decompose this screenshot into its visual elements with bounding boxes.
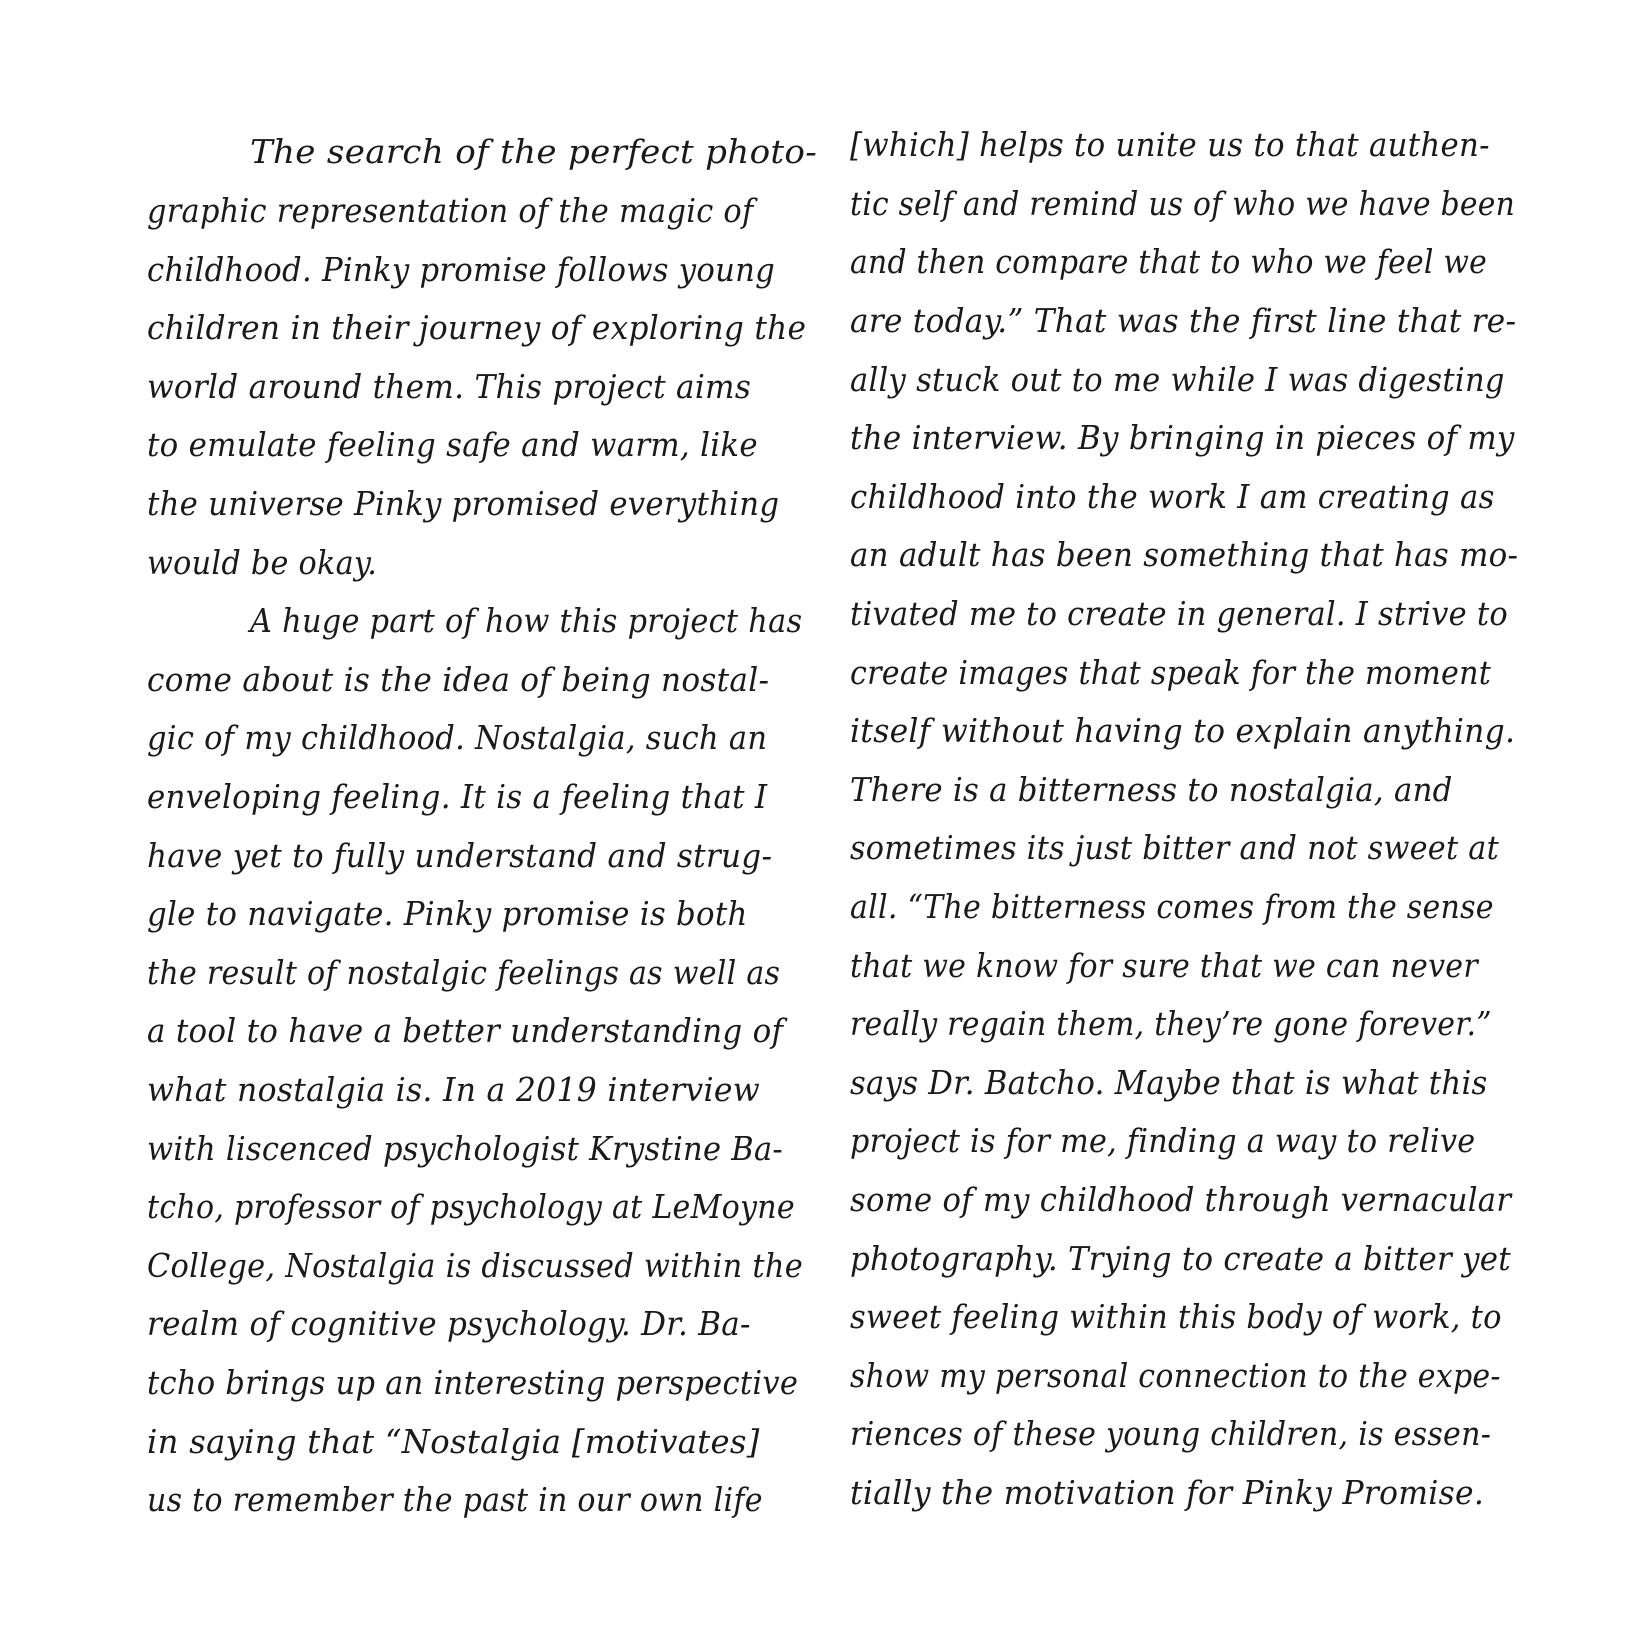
text-line: and then compare that to who we feel we [850, 242, 1488, 281]
text-line: gle to navigate. Pinky promise is both [147, 894, 748, 933]
text-line: that we know for sure that we can never [850, 946, 1478, 985]
text-line: graphic representation of the magic of [147, 191, 754, 230]
text-line: tcho, professor of psychology at LeMoyne [147, 1187, 795, 1226]
text-line: The search of the perfect photo- [250, 132, 818, 171]
text-line: tivated me to create in general. I strive to [850, 594, 1508, 633]
text-line: ally stuck out to me while I was digesting [850, 360, 1505, 399]
text-line: are today.” That was the first line that re- [850, 301, 1517, 340]
text-line: realm of cognitive psychology. Dr. Ba- [147, 1304, 751, 1343]
text-line: There is a bitterness to nostalgia, and [850, 770, 1453, 809]
text-line: some of my childhood through vernacular [850, 1180, 1512, 1219]
text-line: all. “The bitterness comes from the sense [850, 887, 1494, 926]
text-line: have yet to fully understand and strug- [147, 836, 773, 875]
text-line: sometimes its just bitter and not sweet at [850, 828, 1500, 867]
text-line: an adult has been something that has mo- [850, 535, 1519, 574]
text-line: the result of nostalgic feelings as well as [147, 953, 781, 992]
text-line: come about is the idea of being nostal- [147, 660, 770, 699]
text-line: show my personal connection to the expe- [850, 1356, 1501, 1395]
text-line: sweet feeling within this body of work, to [850, 1297, 1502, 1336]
text-line: to emulate feeling safe and warm, like [147, 425, 758, 464]
text-line: A huge part of how this project has [250, 601, 803, 640]
text-line: project is for me, finding a way to relive [850, 1121, 1476, 1160]
text-line: College, Nostalgia is discussed within the [147, 1246, 803, 1285]
text-line: children in their journey of exploring the [147, 308, 807, 347]
text-line: tially the motivation for Pinky Promise. [850, 1473, 1485, 1512]
text-line: photography. Trying to create a bitter yet [850, 1239, 1511, 1278]
text-line: with liscenced psychologist Krystine Ba- [147, 1129, 783, 1168]
text-line: childhood into the work I am creating as [850, 477, 1495, 516]
text-line: gic of my childhood. Nostalgia, such an [147, 718, 768, 757]
text-line: enveloping feeling. It is a feeling that I [147, 777, 768, 816]
text-line: [which] helps to unite us to that authen- [850, 125, 1490, 164]
text-line: would be okay. [147, 543, 378, 582]
text-line: really regain them, they’re gone forever.” [850, 1004, 1492, 1043]
text-line: the universe Pinky promised everything [147, 484, 780, 523]
text-line: childhood. Pinky promise follows young [147, 250, 776, 289]
text-line: what nostalgia is. In a 2019 interview [147, 1070, 760, 1109]
text-line: world around them. This project aims [147, 367, 752, 406]
text-line: itself without having to explain anything. [850, 711, 1516, 750]
text-line: in saying that “Nostalgia [motivates] [147, 1422, 760, 1461]
text-line: riences of these young children, is essen- [850, 1414, 1492, 1453]
text-line: tic self and remind us of who we have been [850, 184, 1516, 223]
text-line: create images that speak for the moment [850, 653, 1492, 692]
text-line: a tool to have a better understanding of [147, 1011, 784, 1050]
text-line: us to remember the past in our own life [147, 1480, 763, 1519]
text-line: says Dr. Batcho. Maybe that is what this [850, 1063, 1488, 1102]
text-line: tcho brings up an interesting perspective [147, 1363, 799, 1402]
text-line: the interview. By bringing in pieces of my [850, 418, 1515, 457]
